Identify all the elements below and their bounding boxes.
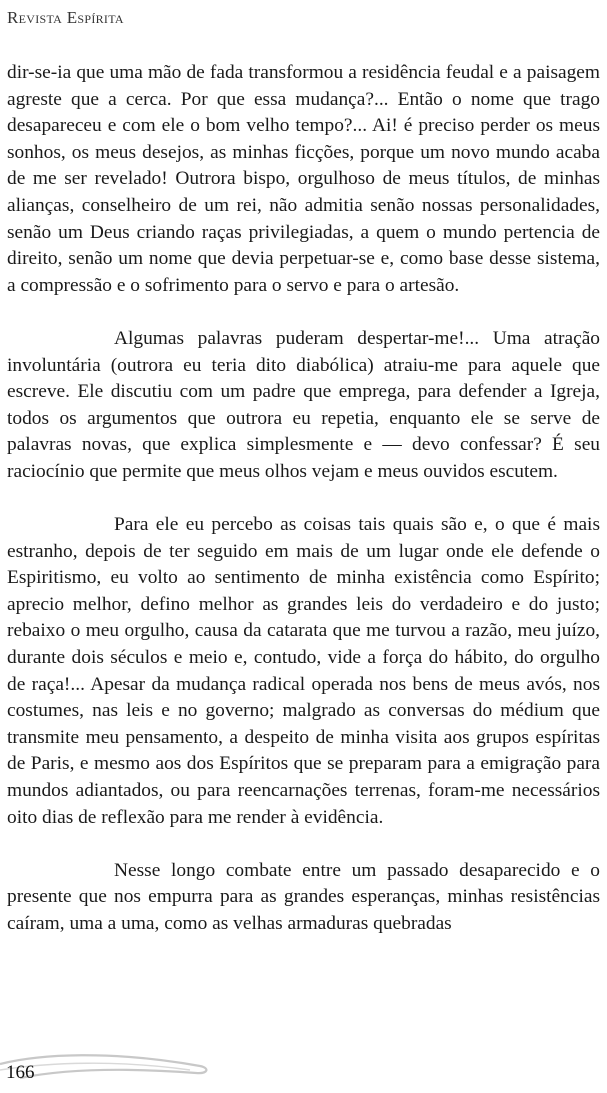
paragraph-1: dir-se-ia que uma mão de fada transformou a residência feudal e a paisagem agreste que a cerca. Por que essa mudança?... Então o nome que trago desapareceu e com ele o bom velho tempo?... Ai! é preciso perder os meus sonhos, os meus desejos, as minhas ficções, porque um novo mundo acaba de me ser revelado! Outrora bispo, orgulhoso de meus títulos, de minhas alianças, conselheiro de um rei, não admitia senão nossas personalidades, senão um Deus criando raças privilegiadas, a quem o mundo pertencia de direito, senão um nome que devia perpetuar-se e, como base desse sistema, a compressão e o sofrimento para o servo e para o artesão. <box>7 62 600 296</box>
paragraph-2: Algumas palavras puderam despertar-me!... Uma atração involuntária (outrora eu teria dito diabólica) atraiu-me para aquele que escreve. Ele discutiu com um padre que emprega, para defender a Igreja, todos os argumentos que outrora eu repetia, enquanto ele se serve de palavras novas, que explica simplesmente e — devo confessar? É seu raciocínio que permite que meus olhos vejam e meus ouvidos escutem. <box>7 327 600 482</box>
page-body <box>7 60 600 938</box>
running-header: Revista Espírita <box>7 8 124 27</box>
paragraph-3: Para ele eu percebo as coisas tais quais são e, o que é mais estranho, depois de ter seguido em mais de um lugar onde ele defende o Espiritismo, eu volto ao sentimento de minha existência como Espírito; aprecio melhor, defino melhor as grandes leis do verdadeiro e do justo; rebaixo o meu orgulho, causa da catarata que me turvou a razão, meu juízo, durante dois séculos e meio e, contudo, vide a força do hábito, do orgulho de raça!... Apesar da mudança radical operada nos bens de meus avós, nos costumes, nas leis e no governo; malgrado as conversas do médium que transmite meu pensamento, a despeito de minha visita aos grupos espíritas de Paris, e mesmo aos dos Espíritos que se preparam para a emigração para mundos adiantados, ou para reencarnações terrenas, foram-me necessários oito dias de reflexão para me render à evidência. <box>7 514 600 828</box>
page-number: 166 <box>6 1062 35 1083</box>
paragraph-4: Nesse longo combate entre um passado desaparecido e o presente que nos empurra para as grandes esperanças, minhas resistências caíram, uma a uma, como as velhas armaduras quebradas <box>7 859 600 934</box>
